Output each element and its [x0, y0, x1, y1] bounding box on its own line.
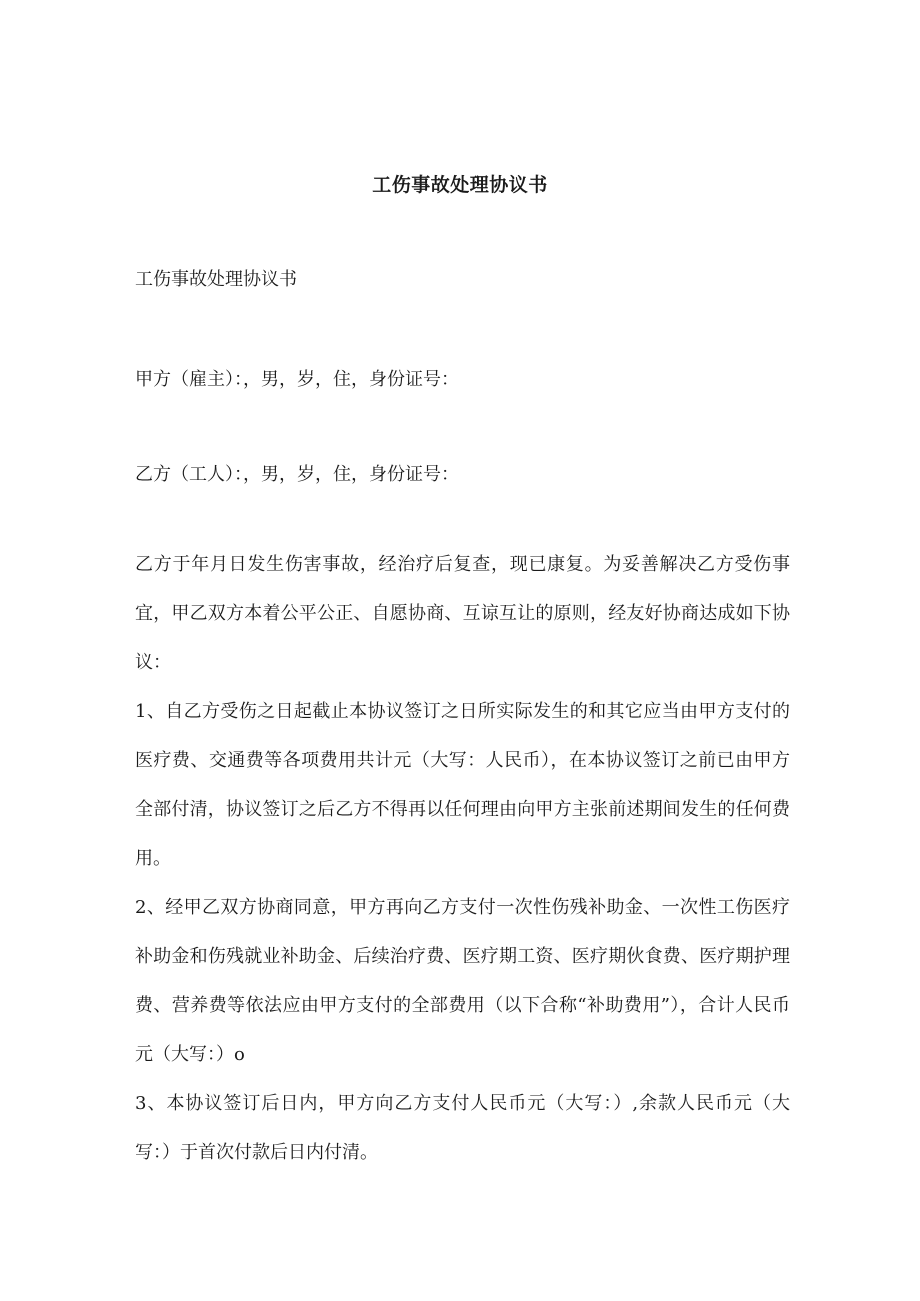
- clause-1: 1、自乙方受伤之日起截止本协议签订之日所实际发生的和其它应当由甲方支付的医疗费、交通费等各项费用共计元（大写：人民币），在本协议签订之前已由甲方全部付清，协议签订之后乙方不得再以任何理由向甲方主张前述期间发生的任何费用。: [135, 701, 790, 869]
- intro-paragraph: 乙方于年月日发生伤害事故，经治疗后复查，现已康复。为妥善解决乙方受伤事宜，甲乙双方本着公平公正、自愿协商、互谅互让的原则，经友好协商达成如下协议：: [135, 554, 790, 673]
- party-b-line: 乙方（工人）：，男，岁，住，身份证号：: [135, 464, 459, 485]
- party-a-line: 甲方（雇主）：，男，岁，住，身份证号：: [135, 369, 459, 390]
- clause-3: 3、本协议签订后日内，甲方向乙方支付人民币元（大写：）,余款人民币元（大写：）于首次付款后日内付清。: [135, 1093, 790, 1163]
- document-subtitle: 工伤事故处理协议书: [135, 269, 297, 290]
- document-title: 工伤事故处理协议书: [372, 174, 548, 196]
- clause-2: 2、经甲乙双方协商同意，甲方再向乙方支付一次性伤残补助金、一次性工伤医疗补助金和伤残就业补助金、后续治疗费、医疗期工资、医疗期伙食费、医疗期护理费、营养费等依法应由甲方支付的全部费用（以下合称“补助费用”），合计人民币元（大写：）o: [135, 897, 790, 1065]
